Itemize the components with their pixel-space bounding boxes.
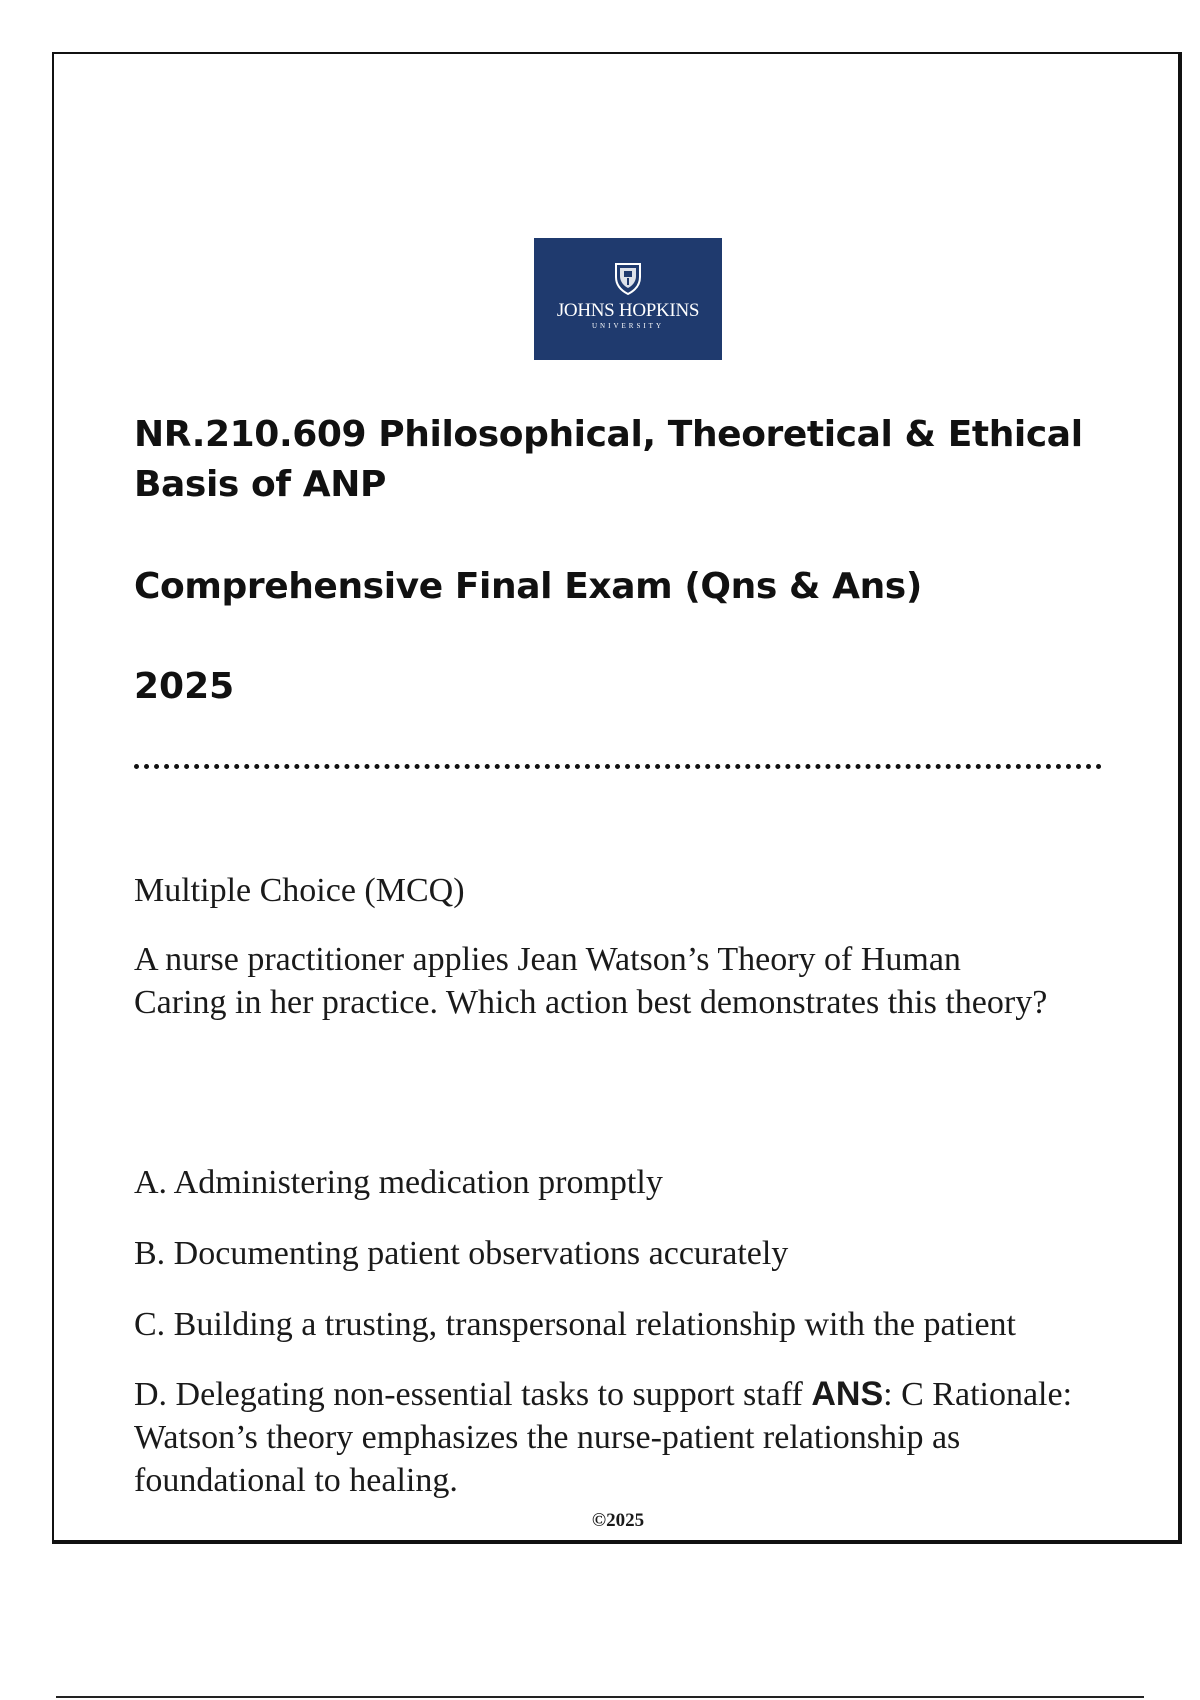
option-c: C. Building a trusting, transpersonal relationship with the patient [134,1306,1016,1343]
question-text: A nurse practitioner applies Jean Watson’s Theory of Human Caring in her practice. Which action best demonstrates this theory? [134,941,1048,1021]
option-b: B. Documenting patient observations accurately [134,1235,789,1272]
course-title [134,410,1134,510]
exam-year: 2025 [134,666,235,707]
answer-label: ANS [811,1375,884,1413]
bottom-rule [56,1696,1144,1698]
rationale-text: Rationale: Watson’s theory emphasizes the nurse-patient relationship as foundational to healing. [134,1376,1073,1499]
course-title-line-1: NR.210.609 Philosophical, Theoretical & Ethical [134,414,1083,455]
answer-value: : C [883,1376,924,1413]
section-label: Multiple Choice (MCQ) [134,872,465,909]
university-logo [534,238,722,360]
course-title-line-2: Basis of ANP [134,464,386,505]
logo-wordmark: JOHNS HOPKINS [556,300,700,321]
shield-crest-icon [613,261,643,295]
option-d-answer-block [134,1373,1094,1502]
dotted-divider [134,764,1102,769]
option-d: D. Delegating non-essential tasks to support staff [134,1376,803,1413]
exam-title: Comprehensive Final Exam (Qns & Ans) [134,566,922,607]
option-a: A. Administering medication promptly [134,1164,663,1201]
copyright-notice: ©2025 [591,1510,645,1531]
logo-subtitle: UNIVERSITY [592,322,664,330]
